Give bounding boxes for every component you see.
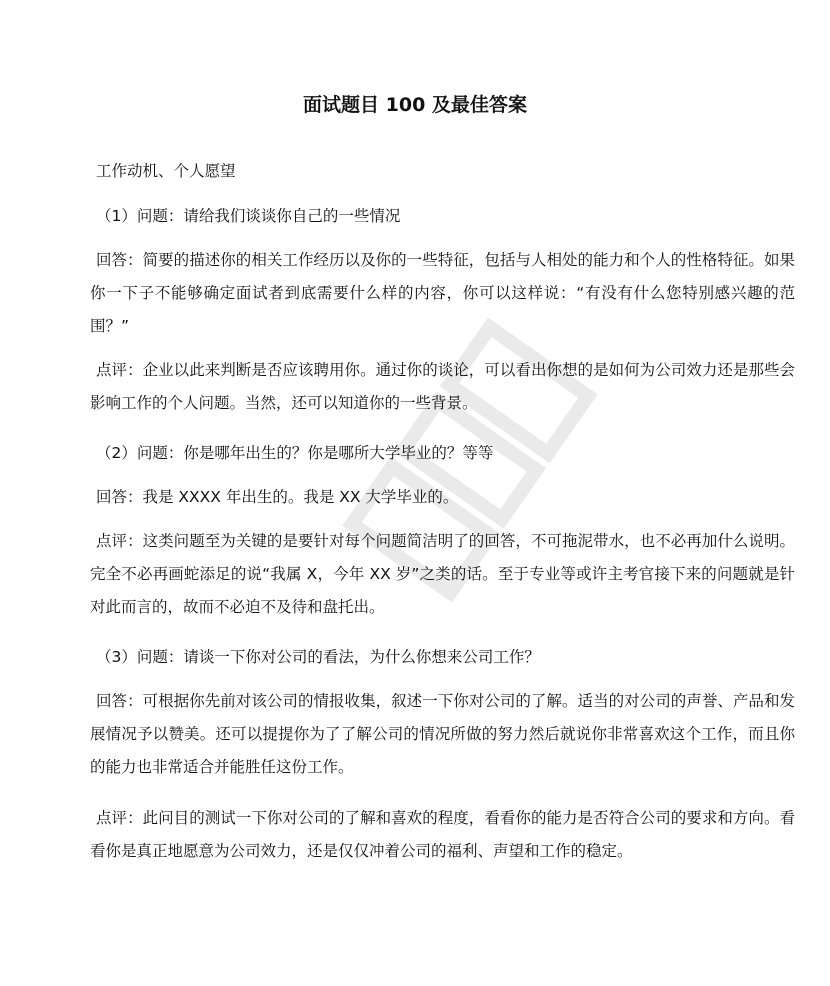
comment-3: 点评：此问目的测试一下你对公司的了解和喜欢的程度，看看你的能力是否符合公司的要求和方向。看看你是真正地愿意为公司效力，还是仅仅冲着公司的福利、声望和工作的稳定。	[90, 809, 795, 860]
answer-2: 回答：我是 XXXX 年出生的。我是 XX 大学毕业的。	[96, 488, 459, 506]
comment-1: 点评：企业以此来判断是否应该聘用你。通过你的谈论，可以看出你想的是如何为公司效力还是那些会影响工作的个人问题。当然，还可以知道你的一些背景。	[90, 361, 795, 412]
answer-3: 回答：可根据你先前对该公司的情报收集，叙述一下你对公司的了解。适当的对公司的声誉、产品和发展情况予以赞美。还可以提提你为了了解公司的情况所做的努力然后就说你非常喜欢这个工作，而且你的能力也非常适合并能胜任这份工作。	[90, 692, 795, 776]
section-heading: 工作动机、个人愿望	[96, 162, 236, 180]
question-1: （1）问题：请给我们谈谈你自己的一些情况	[96, 207, 401, 225]
answer-1: 回答：简要的描述你的相关工作经历以及你的一些特征，包括与人相处的能力和个人的性格特征。如果你一下子不能够确定面试者到底需要什么样的内容，你可以这样说：“有没有什么您特别感兴趣的范围？”	[90, 251, 795, 335]
document-title: 面试题目 100 及最佳答案	[303, 94, 527, 116]
question-2: （2）问题：你是哪年出生的？你是哪所大学毕业的？等等	[96, 444, 494, 462]
question-3: （3）问题：请谈一下你对公司的看法，为什么你想来公司工作？	[96, 648, 540, 666]
comment-2: 点评：这类问题至为关键的是要针对每个问题简洁明了的回答，不可拖泥带水，也不必再加什么说明。完全不必再画蛇添足的说“我属 X，今年 XX 岁”之类的话。至于专业等或许主考官接下来的问题就是针对此而言的，故而不必迫不及待和盘托出。	[90, 532, 795, 616]
